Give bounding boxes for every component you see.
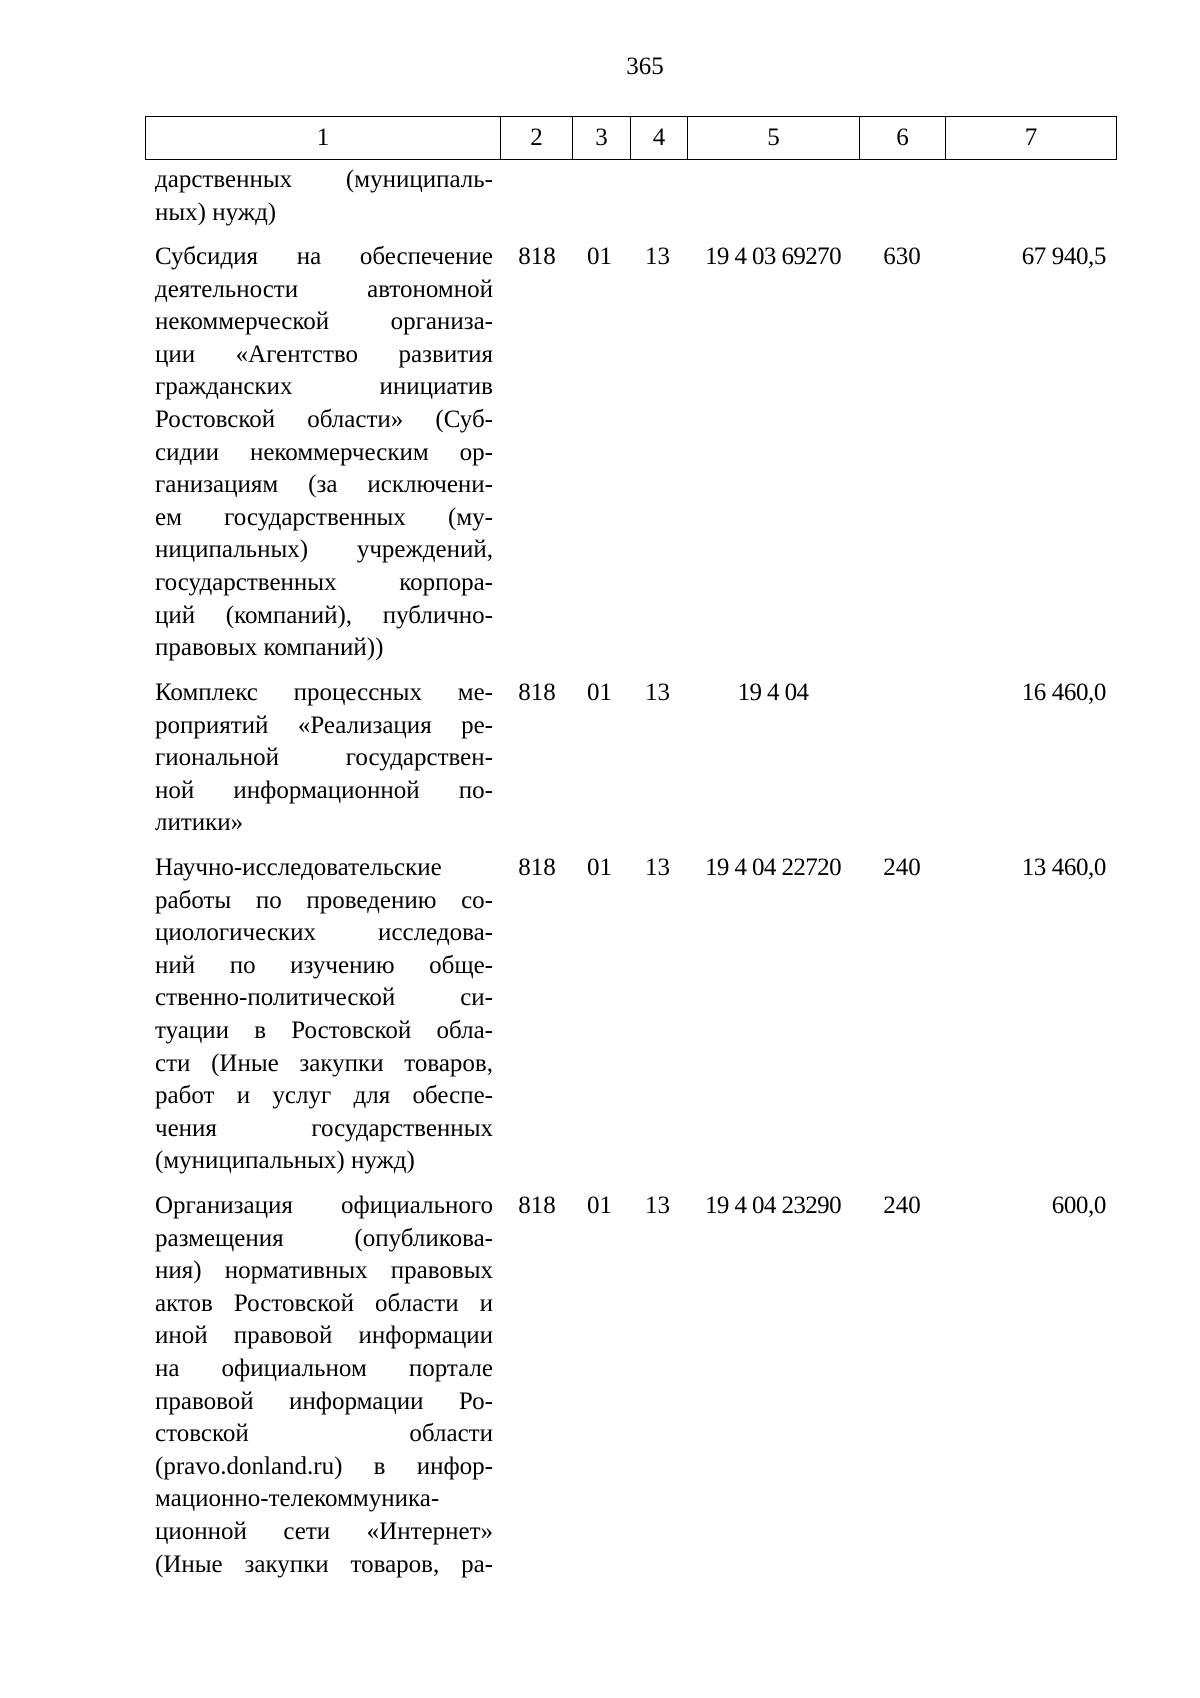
description-line: ной информационной по- — [155, 776, 493, 804]
description-line: на официальном портале — [155, 1354, 493, 1382]
description-line: (Иные закупки товаров, ра- — [155, 1550, 493, 1578]
cell-col-6: 630 — [883, 243, 921, 270]
description-line: литики» — [155, 809, 244, 837]
description-line: сти (Иные закупки товаров, — [155, 1049, 493, 1077]
description-line: работы по проведению со- — [155, 886, 493, 914]
cell-col-2: 818 — [518, 1192, 556, 1219]
description-line: (муниципальных) нужд) — [155, 1147, 415, 1175]
cell-col-3: 01 — [587, 854, 612, 881]
description-line: ций (компаний), публично- — [155, 601, 493, 629]
header-col-7: 7 — [946, 117, 1117, 160]
header-col-2: 2 — [501, 117, 573, 160]
description-line: ционной сети «Интернет» — [155, 1517, 493, 1545]
cell-col-2: 818 — [518, 854, 556, 881]
cell-col-6: 240 — [883, 1192, 921, 1219]
description-line: ний по изучению обще- — [155, 951, 493, 979]
row-description — [155, 852, 493, 1178]
description-line: (pravo.donland.ru) в инфор- — [155, 1452, 493, 1480]
description-line: размещения (опубликова- — [155, 1224, 493, 1252]
row-description — [155, 241, 493, 665]
cell-col-7: 600,0 — [1051, 1192, 1106, 1219]
description-line: Организация официального — [155, 1192, 493, 1219]
cell-col-7: 67 940,5 — [1021, 243, 1106, 270]
description-line: Ростовской области» (Суб- — [155, 405, 493, 433]
header-col-6: 6 — [860, 117, 946, 160]
description-line: ганизациям (за исключени- — [155, 471, 493, 499]
header-col-5: 5 — [688, 117, 860, 160]
description-line: актов Ростовской области и — [155, 1289, 493, 1317]
description-line: государственных корпора- — [155, 568, 493, 596]
cell-col-3: 01 — [587, 1192, 612, 1219]
description-line: дарственных (муниципаль- — [155, 166, 493, 193]
cell-col-5: 19 4 04 22720 — [705, 854, 841, 881]
description-line: Научно-исследовательские — [155, 854, 442, 881]
cell-col-7: 13 460,0 — [1021, 854, 1106, 881]
description-line: ниципальных) учреждений, — [155, 536, 493, 564]
description-line: роприятий «Реализация ре- — [155, 711, 493, 739]
header-col-4: 4 — [631, 117, 688, 160]
row-description — [155, 164, 493, 229]
description-line: правовой информации Ро- — [155, 1387, 493, 1415]
description-line: ных) нужд) — [155, 198, 277, 226]
description-line: Субсидия на обеспечение — [155, 243, 493, 270]
header-row — [146, 117, 1117, 160]
description-line: ем государственных (му- — [155, 503, 493, 531]
description-line: деятельности автономной — [155, 275, 493, 303]
cell-col-4: 13 — [645, 854, 670, 881]
cell-col-7: 16 460,0 — [1021, 679, 1106, 706]
description-line: мационно-телекоммуника- — [155, 1485, 440, 1513]
description-line: ции «Агентство развития — [155, 340, 493, 368]
description-line: иной правовой информации — [155, 1322, 493, 1350]
description-line: циологических исследова- — [155, 919, 493, 947]
table-header — [145, 116, 1117, 160]
cell-col-2: 818 — [518, 243, 556, 270]
description-line: туации в Ростовской обла- — [155, 1016, 493, 1044]
cell-col-5: 19 4 04 23290 — [705, 1192, 841, 1219]
description-line: некоммерческой организа- — [155, 308, 493, 336]
cell-col-4: 13 — [645, 679, 670, 706]
description-line: гражданских инициатив — [155, 373, 493, 401]
cell-col-5: 19 4 03 69270 — [705, 243, 841, 270]
cell-col-4: 13 — [645, 243, 670, 270]
header-col-3: 3 — [573, 117, 631, 160]
header-col-1: 1 — [146, 117, 501, 160]
description-line: стовской области — [155, 1420, 493, 1448]
row-description — [155, 1190, 493, 1581]
description-line: правовых компаний)) — [155, 634, 384, 662]
cell-col-6: 240 — [883, 854, 921, 881]
description-line: сидии некоммерческим ор- — [155, 438, 493, 466]
row-description — [155, 677, 493, 840]
description-line: ния) нормативных правовых — [155, 1257, 493, 1285]
cell-col-2: 818 — [518, 679, 556, 706]
description-line: ственно-политической си- — [155, 984, 493, 1012]
page-number: 365 — [626, 53, 664, 80]
description-line: чения государственных — [155, 1114, 493, 1142]
cell-col-3: 01 — [587, 243, 612, 270]
cell-col-5: 19 4 04 — [737, 679, 809, 706]
description-line: гиональной государствен- — [155, 744, 493, 772]
cell-col-4: 13 — [645, 1192, 670, 1219]
cell-col-3: 01 — [587, 679, 612, 706]
description-line: работ и услуг для обеспе- — [155, 1082, 493, 1110]
description-line: Комплекс процессных ме- — [155, 679, 493, 706]
